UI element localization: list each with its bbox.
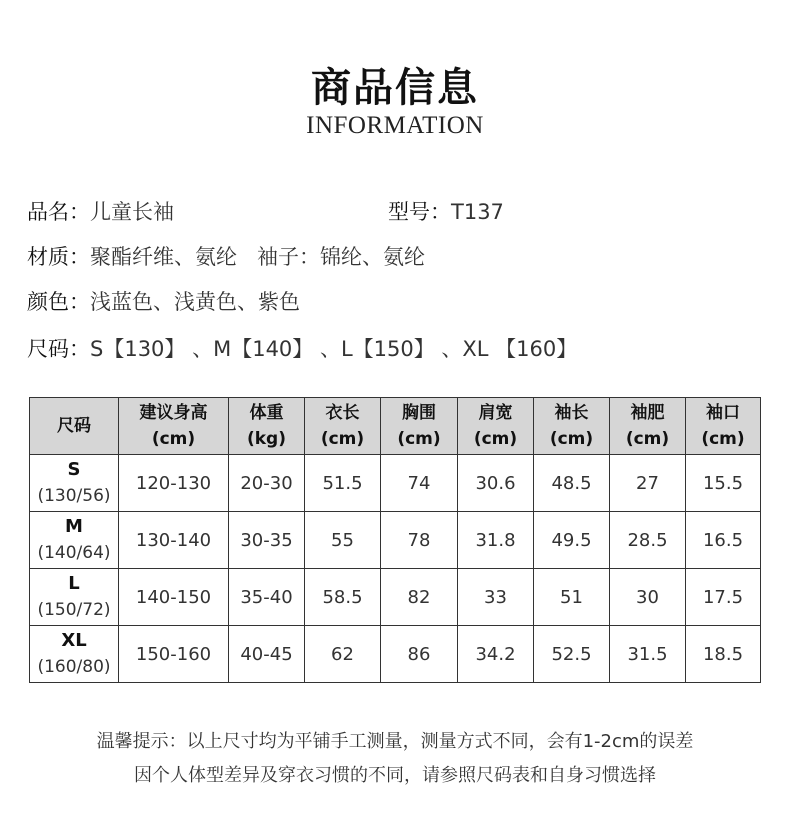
table-header-row (30, 398, 761, 455)
table-row (30, 512, 761, 569)
weight-cell: 30-35 (229, 512, 305, 569)
size-line (27, 333, 577, 363)
cuff-cell: 18.5 (686, 626, 761, 683)
sleeve-width-cell: 28.5 (610, 512, 686, 569)
size-cell: M (140/64) (30, 512, 119, 569)
size-value: S【130】 、M【140】 、L【150】 、XL 【160】 (90, 337, 578, 361)
sleeve-width-cell: 30 (610, 569, 686, 626)
sleeve-cell: 51 (534, 569, 610, 626)
sleeve-cell: 48.5 (534, 455, 610, 512)
height-cell: 130-140 (119, 512, 229, 569)
header-cuff: 袖口 (cm) (686, 398, 761, 455)
header-chest: 胸围 (cm) (381, 398, 458, 455)
shoulder-cell: 30.6 (458, 455, 534, 512)
cuff-cell: 17.5 (686, 569, 761, 626)
height-cell: 150-160 (119, 626, 229, 683)
sleeve-width-cell: 31.5 (610, 626, 686, 683)
header-size: 尺码 (30, 398, 119, 455)
model-line (388, 196, 504, 226)
weight-cell: 35-40 (229, 569, 305, 626)
size-cell: L (150/72) (30, 569, 119, 626)
header-sleeve: 袖长 (cm) (534, 398, 610, 455)
height-cell: 140-150 (119, 569, 229, 626)
fit-advice-note: 因个人体型差异及穿衣习惯的不同，请参照尺码表和自身习惯选择 (134, 765, 656, 786)
size-cell: XL (160/80) (30, 626, 119, 683)
chest-cell: 74 (381, 455, 458, 512)
header-length: 衣长 (cm) (305, 398, 381, 455)
table-row (30, 626, 761, 683)
header-sleeve-width: 袖肥 (cm) (610, 398, 686, 455)
color-label: 颜色： (27, 290, 90, 314)
color-line (27, 286, 300, 316)
height-cell: 120-130 (119, 455, 229, 512)
chest-cell: 86 (381, 626, 458, 683)
table-row (30, 455, 761, 512)
shoulder-cell: 33 (458, 569, 534, 626)
chest-cell: 78 (381, 512, 458, 569)
header-weight: 体重 (kg) (229, 398, 305, 455)
weight-cell: 20-30 (229, 455, 305, 512)
size-label: 尺码： (27, 337, 90, 361)
header-shoulder: 肩宽 (cm) (458, 398, 534, 455)
size-chart-table (29, 397, 761, 683)
chest-cell: 82 (381, 569, 458, 626)
cuff-cell: 15.5 (686, 455, 761, 512)
color-value: 浅蓝色、浅黄色、紫色 (90, 290, 300, 314)
size-cell: S (130/56) (30, 455, 119, 512)
material-label: 材质： (27, 245, 90, 269)
length-cell: 58.5 (305, 569, 381, 626)
page-title: 商品信息 (311, 65, 479, 111)
product-name-value: 儿童长袖 (90, 200, 174, 224)
material-line (27, 241, 425, 271)
weight-cell: 40-45 (229, 626, 305, 683)
length-cell: 51.5 (305, 455, 381, 512)
sleeve-cell: 52.5 (534, 626, 610, 683)
material-value: 聚酯纤维、氨纶 袖子：锦纶、氨纶 (90, 245, 426, 269)
shoulder-cell: 31.8 (458, 512, 534, 569)
length-cell: 55 (305, 512, 381, 569)
model-value: T137 (451, 200, 504, 224)
header-height: 建议身高 (cm) (119, 398, 229, 455)
page-subtitle: INFORMATION (306, 112, 484, 139)
measurement-note: 温馨提示：以上尺寸均为平铺手工测量，测量方式不同，会有1-2cm的误差 (96, 731, 694, 752)
product-name-line (27, 196, 174, 226)
shoulder-cell: 34.2 (458, 626, 534, 683)
table-row (30, 569, 761, 626)
length-cell: 62 (305, 626, 381, 683)
model-label: 型号： (388, 200, 451, 224)
product-name-label: 品名： (27, 200, 90, 224)
cuff-cell: 16.5 (686, 512, 761, 569)
sleeve-cell: 49.5 (534, 512, 610, 569)
sleeve-width-cell: 27 (610, 455, 686, 512)
